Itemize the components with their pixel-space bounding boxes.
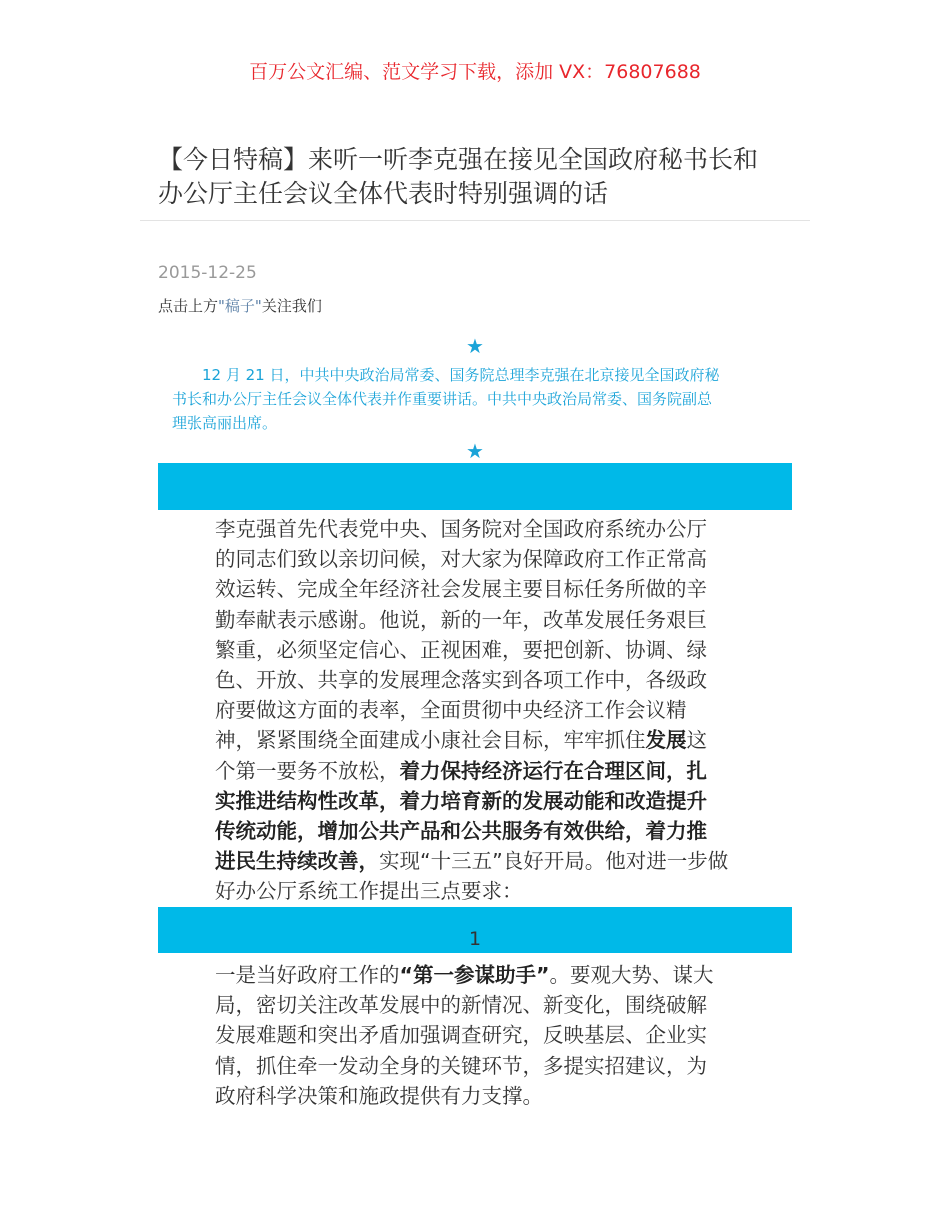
text-segment: 实现“十三五”良好开局。他对进一步做 [379, 849, 729, 874]
follow-prompt [158, 295, 322, 316]
text-segment: 李克强首先代表党中央、国务院对全国政府系统办公厅 [215, 517, 707, 541]
star-icon: ★ [466, 334, 484, 358]
section-header-bar [158, 463, 792, 510]
paragraph-line [215, 663, 707, 693]
bold-text: 实推进结构性改革，着力培育新的发展动能和改造提升 [215, 788, 707, 813]
text-segment: 一是当好政府工作的 [215, 963, 400, 987]
paragraph-line [215, 1079, 543, 1109]
bold-text: 发展 [645, 728, 687, 753]
account-link[interactable]: "稿子" [218, 297, 262, 315]
paragraph-line [215, 754, 707, 784]
paragraph-line [215, 988, 707, 1018]
text-segment: 情，抓住牵一发动全身的关键环节，多提实招建议，为 [215, 1053, 707, 1078]
intro-line: 12 月 21 日，中共中央政治局常委、国务院总理李克强在北京接见全国政府秘 [172, 366, 720, 384]
paragraph-line [215, 542, 707, 572]
watermark-banner: 百万公文汇编、范文学习下载，添加 VX：76807688 [249, 61, 701, 83]
text-segment: 这 [686, 728, 707, 753]
article-title-line-1: 【今日特稿】来听一听李克强在接见全国政府秘书长和 [158, 145, 759, 174]
text-segment: 发展难题和突出矛盾加强调查研究，反映基层、企业实 [215, 1023, 707, 1048]
title-divider [140, 220, 810, 221]
section-number: 1 [468, 928, 482, 950]
follow-text: 点击上方 [158, 297, 219, 315]
text-segment: 效运转、完成全年经济社会发展主要目标任务所做的辛 [215, 577, 707, 602]
bold-text: 着力保持经济运行在合理区间，扎 [399, 758, 707, 783]
text-segment: 神，紧紧围绕全面建成小康社会目标，牢牢抓住 [215, 728, 646, 753]
paragraph-line [215, 633, 707, 663]
text-segment: 局，密切关注改革发展中的新情况、新变化，围绕破解 [215, 993, 707, 1018]
text-segment: 色、开放、共享的发展理念落实到各项工作中，各级政 [215, 668, 707, 692]
bold-text: 进民生持续改善， [215, 849, 379, 874]
paragraph-line [215, 512, 707, 542]
text-segment: 的同志们致以亲切问候，对大家为保障政府工作正常高 [215, 547, 707, 572]
bold-text: 传统动能，增加公共产品和公共服务有效供给，着力推 [215, 819, 707, 843]
paragraph-line [215, 572, 707, 602]
intro-line: 理张高丽出席。 [172, 414, 278, 432]
paragraph-line [215, 693, 687, 723]
text-segment: 繁重，必须坚定信心、正视困难，要把创新、协调、绿 [215, 637, 707, 662]
paragraph-line [215, 814, 707, 844]
text-segment: 勤奉献表示感谢。他说，新的一年，改革发展任务艰巨 [215, 607, 707, 632]
text-segment: 政府科学决策和施政提供有力支撑。 [215, 1083, 543, 1108]
paragraph-line [215, 844, 728, 874]
text-segment: 府要做这方面的表率，全面贯彻中央经济工作会议精 [215, 698, 687, 723]
text-segment: 个第一要务不放松， [215, 758, 400, 783]
paragraph-line [215, 1018, 707, 1048]
paragraph-line [215, 1049, 707, 1079]
paragraph-line [215, 784, 707, 814]
bold-text: “第一参谋助手” [399, 963, 550, 987]
intro-line: 书长和办公厅主任会议全体代表并作重要讲话。中共中央政治局常委、国务院副总 [172, 390, 713, 408]
paragraph-line [215, 603, 707, 633]
paragraph-line [215, 958, 713, 988]
paragraph-line [215, 723, 707, 753]
paragraph-line [215, 874, 523, 904]
publish-date: 2015-12-25 [158, 263, 257, 283]
star-icon: ★ [466, 439, 484, 463]
follow-text: 关注我们 [261, 297, 322, 315]
article-title-line-2: 办公厅主任会议全体代表时特别强调的话 [158, 179, 609, 208]
text-segment: 好办公厅系统工作提出三点要求： [215, 879, 523, 904]
text-segment: 。要观大势、谋大 [549, 963, 714, 987]
